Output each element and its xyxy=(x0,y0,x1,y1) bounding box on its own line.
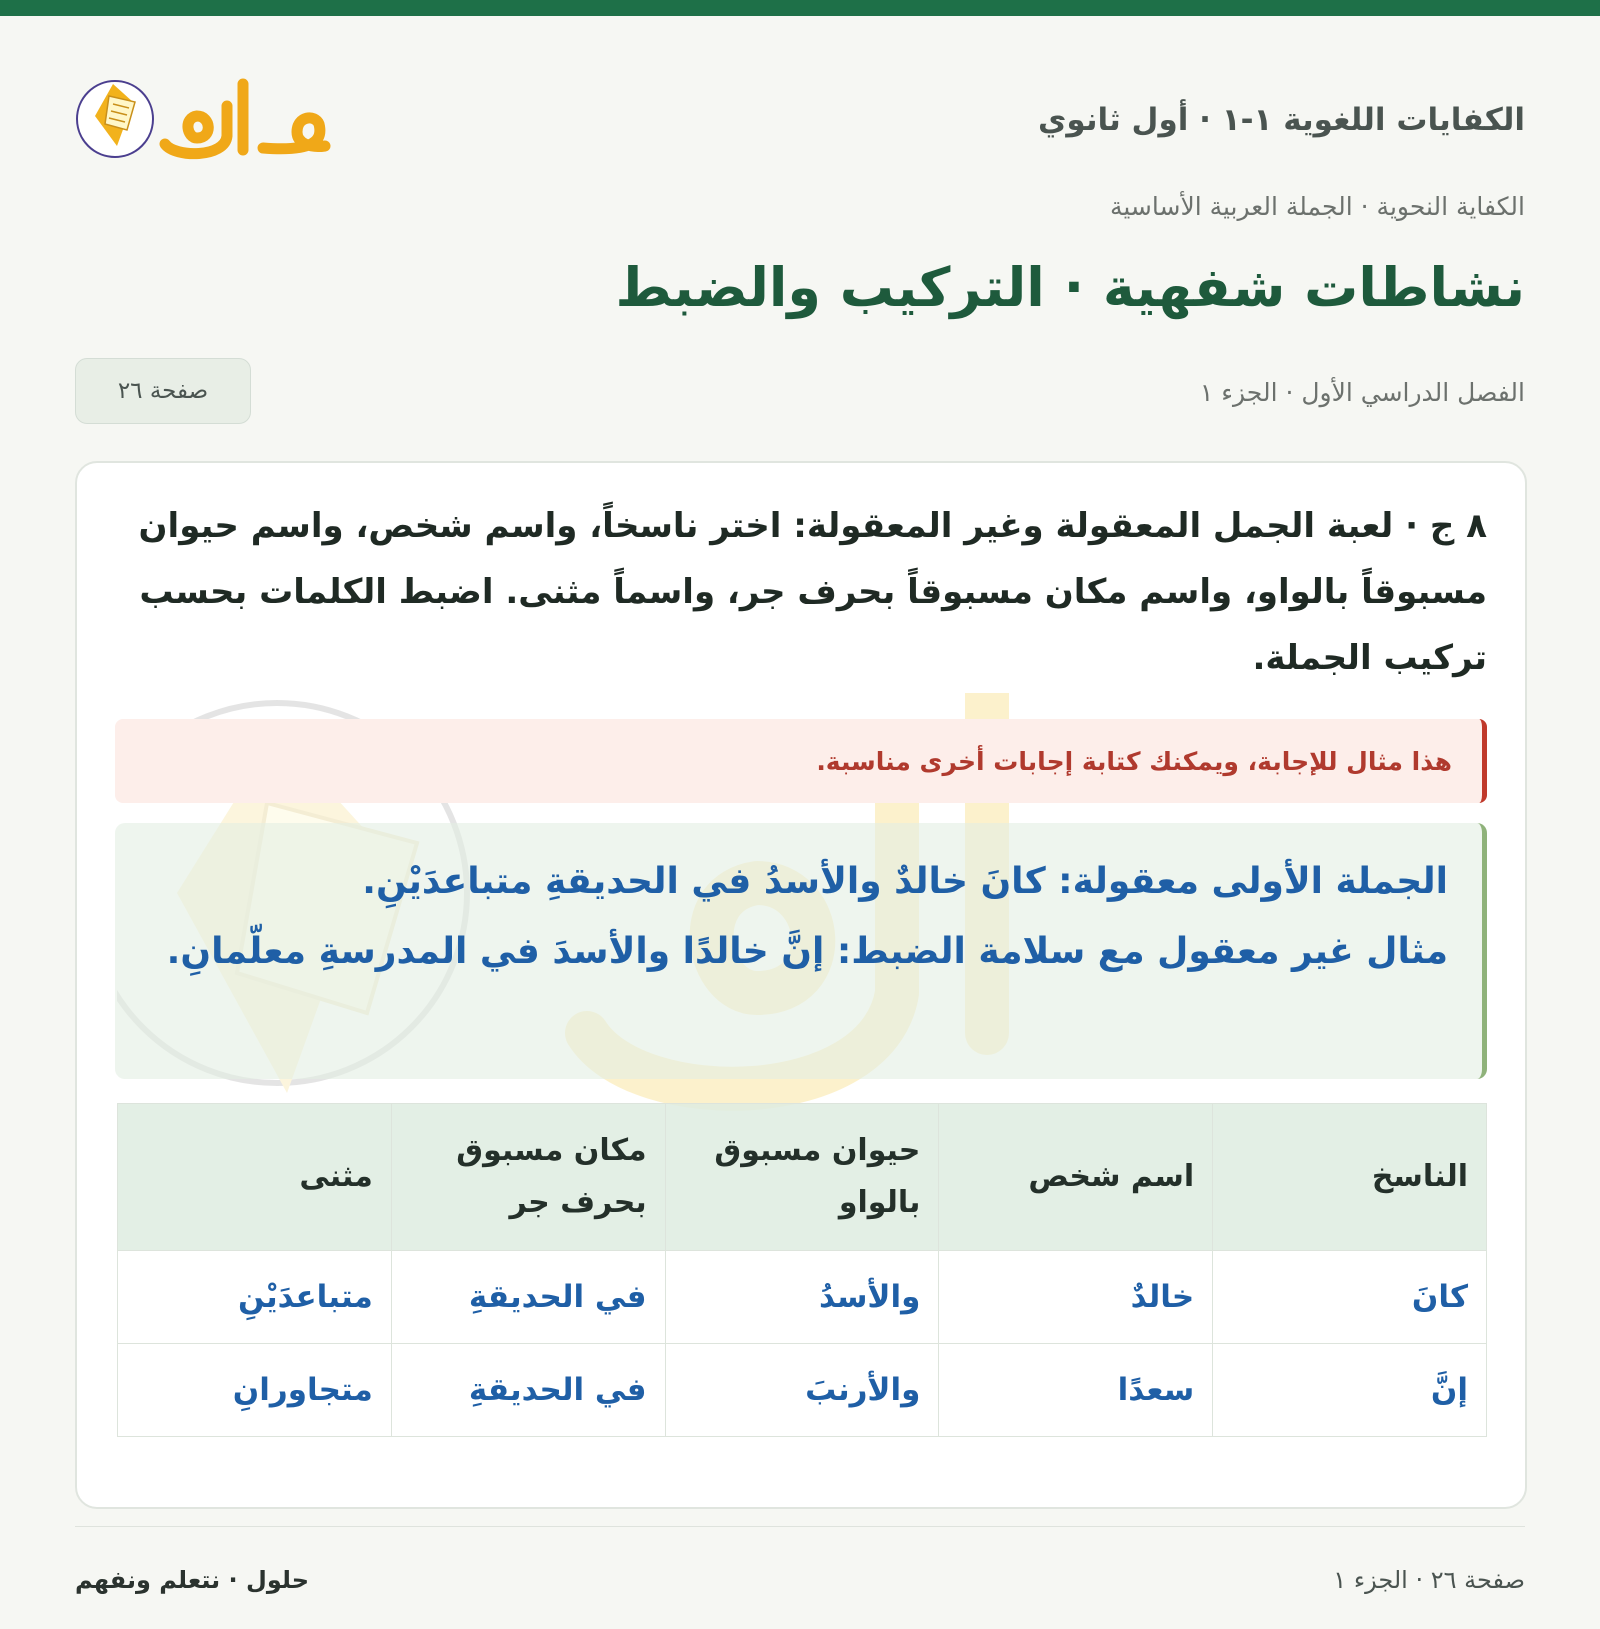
table-cell: والأرنبَ xyxy=(665,1344,939,1437)
footer-page-info: صفحة ٢٦ · الجزء ١ xyxy=(1333,1566,1525,1594)
top-accent-bar xyxy=(0,0,1600,16)
footer-brand: حلول · نتعلم ونفهم xyxy=(75,1566,309,1594)
page-title: نشاطات شفهية · التركيب والضبط xyxy=(615,256,1525,319)
table-header-cell: اسم شخص xyxy=(939,1104,1213,1251)
subject-title: الكفايات اللغوية ١-١ · أول ثانوي xyxy=(1038,102,1525,138)
table-header-cell: مثنى xyxy=(118,1104,392,1251)
footer-divider xyxy=(75,1526,1525,1527)
page-number-badge: صفحة ٢٦ xyxy=(75,358,251,424)
table-cell: متجاورانِ xyxy=(118,1344,392,1437)
answer-note: هذا مثال للإجابة، ويمكنك كتابة إجابات أخرى مناسبة. xyxy=(115,719,1487,803)
table-header-cell: الناسخ xyxy=(1213,1104,1487,1251)
answer-box xyxy=(115,823,1487,1079)
table-row xyxy=(118,1344,1487,1437)
answer-line-1: الجملة الأولى معقولة: كانَ خالدٌ والأسدُ في الحديقةِ متباعدَيْنِ. xyxy=(362,861,1448,902)
table-cell: في الحديقةِ xyxy=(391,1251,665,1344)
table-header-cell: مكان مسبوق بحرف جر xyxy=(391,1104,665,1251)
table-cell: في الحديقةِ xyxy=(391,1344,665,1437)
table-cell: والأسدُ xyxy=(665,1251,939,1344)
exercise-card xyxy=(75,461,1527,1509)
page xyxy=(75,16,1525,1629)
question-text: ٨ ج · لعبة الجمل المعقولة وغير المعقولة: اختر ناسخاً، واسم شخص، واسم حيوان مسبوقاً بالواو، واسم مكان مسبوقاً بحرف جر، واسماً مثنى. اضبط الكلمات بحسب تركيب الجملة. xyxy=(138,506,1487,678)
table-cell: متباعدَيْنِ xyxy=(118,1251,392,1344)
answer-table xyxy=(117,1103,1487,1437)
table-cell: إنَّ xyxy=(1213,1344,1487,1437)
term-info: الفصل الدراسي الأول · الجزء ١ xyxy=(1199,378,1525,407)
table-cell: كانَ xyxy=(1213,1251,1487,1344)
answer-line-2: مثال غير معقول مع سلامة الضبط: إنَّ خالدًا والأسدَ في المدرسةِ معلّمانِ. xyxy=(166,931,1448,972)
table-cell: خالدٌ xyxy=(939,1251,1213,1344)
table-header-cell: حيوان مسبوق بالواو xyxy=(665,1104,939,1251)
logo-book-icon xyxy=(75,66,345,166)
table-row xyxy=(118,1251,1487,1344)
breadcrumb: الكفاية النحوية · الجملة العربية الأساسية xyxy=(1109,192,1525,221)
header xyxy=(75,56,1525,166)
table-header-row xyxy=(118,1104,1487,1251)
logo[interactable] xyxy=(75,66,345,166)
table-cell: سعدًا xyxy=(939,1344,1213,1437)
